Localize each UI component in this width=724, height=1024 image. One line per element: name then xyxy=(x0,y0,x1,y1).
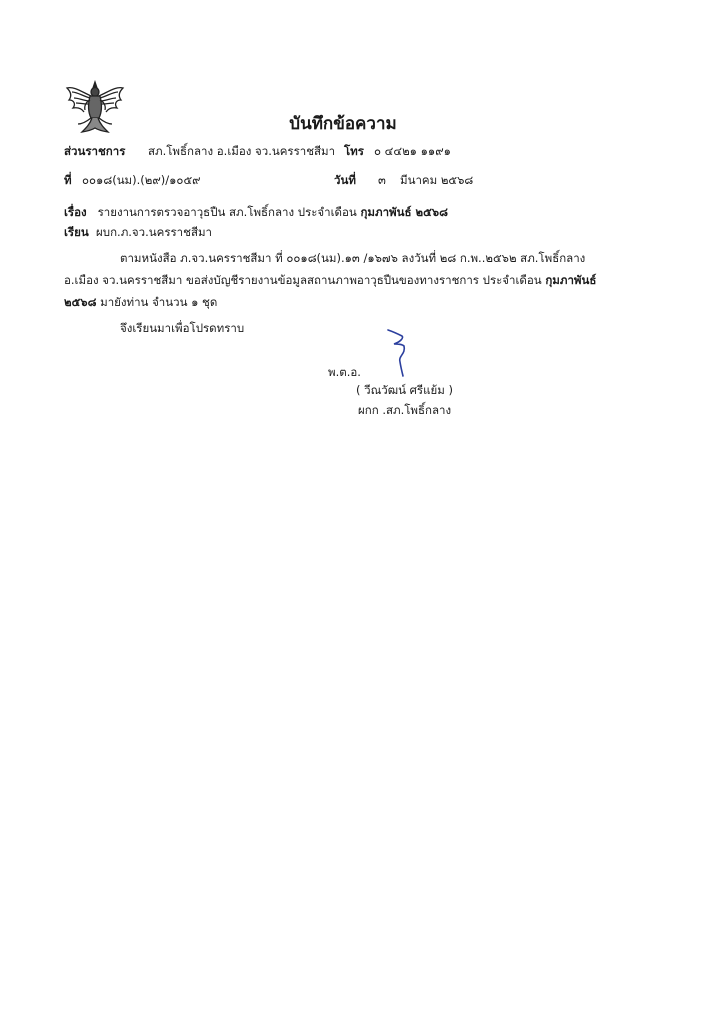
body-line-3-text: มายังท่าน จำนวน ๑ ชุด xyxy=(96,295,218,309)
subject-label: เรื่อง xyxy=(64,205,87,219)
phone-label: โทร xyxy=(344,144,364,158)
agency-label: ส่วนราชการ xyxy=(64,144,126,158)
subject-value: รายงานการตรวจอาวุธปืน สภ.โพธิ์กลาง ประจำเดือน xyxy=(97,205,357,219)
body-line-2-month: กุมภาพันธ์ xyxy=(545,273,597,287)
body-line-1: ตามหนังสือ ภ.จว.นครราชสีมา ที่ ๐๐๑๘(นม).๑๓ /๑๖๗๖ ลงวันที่ ๒๘ ก.พ..๒๕๖๒ สภ.โพธิ์กลาง xyxy=(120,251,586,265)
body-line-3-year: ๒๕๖๘ xyxy=(64,295,97,309)
subject-month: กุมภาพันธ์ ๒๕๖๘ xyxy=(360,205,448,219)
signature-mark-icon xyxy=(384,326,412,378)
to-value: ผบก.ภ.จว.นครราชสีมา xyxy=(96,225,213,239)
ref-value: ๐๐๑๘(นม).(๒๙)/๑๐๕๙ xyxy=(82,173,201,187)
closing-line: จึงเรียนมาเพื่อโปรดทราบ xyxy=(120,321,245,335)
body-line-3 xyxy=(64,294,217,310)
body-line-2 xyxy=(64,272,596,288)
body-line-2-text: อ.เมือง จว.นครราชสีมา ขอส่งบัญชีรายงานข้อมูลสถานภาพอาวุธปืนของทางราชการ ประจำเดือน xyxy=(64,273,542,287)
to-label: เรียน xyxy=(64,225,89,239)
signatory-position: ผกก .สภ.โพธิ์กลาง xyxy=(358,403,452,417)
signatory-rank: พ.ต.อ. xyxy=(328,365,361,379)
agency-value: สภ.โพธิ์กลาง อ.เมือง จว.นครราชสีมา xyxy=(148,144,336,158)
memo-title: บันทึกข้อความ xyxy=(289,114,397,134)
to-row xyxy=(64,224,212,240)
agency-row xyxy=(64,143,125,159)
date-month-year: มีนาคม ๒๕๖๘ xyxy=(400,173,474,187)
phone-value: ๐ ๔๔๒๑ ๑๑๙๑ xyxy=(374,144,451,158)
ref-label: ที่ xyxy=(64,173,72,187)
signatory-name: ( วีณวัฒน์ ศรีแย้ม ) xyxy=(356,383,453,397)
subject-row xyxy=(64,204,448,220)
date-label: วันที่ xyxy=(334,173,356,187)
date-day: ๓ xyxy=(378,173,386,187)
page-title xyxy=(0,112,686,136)
